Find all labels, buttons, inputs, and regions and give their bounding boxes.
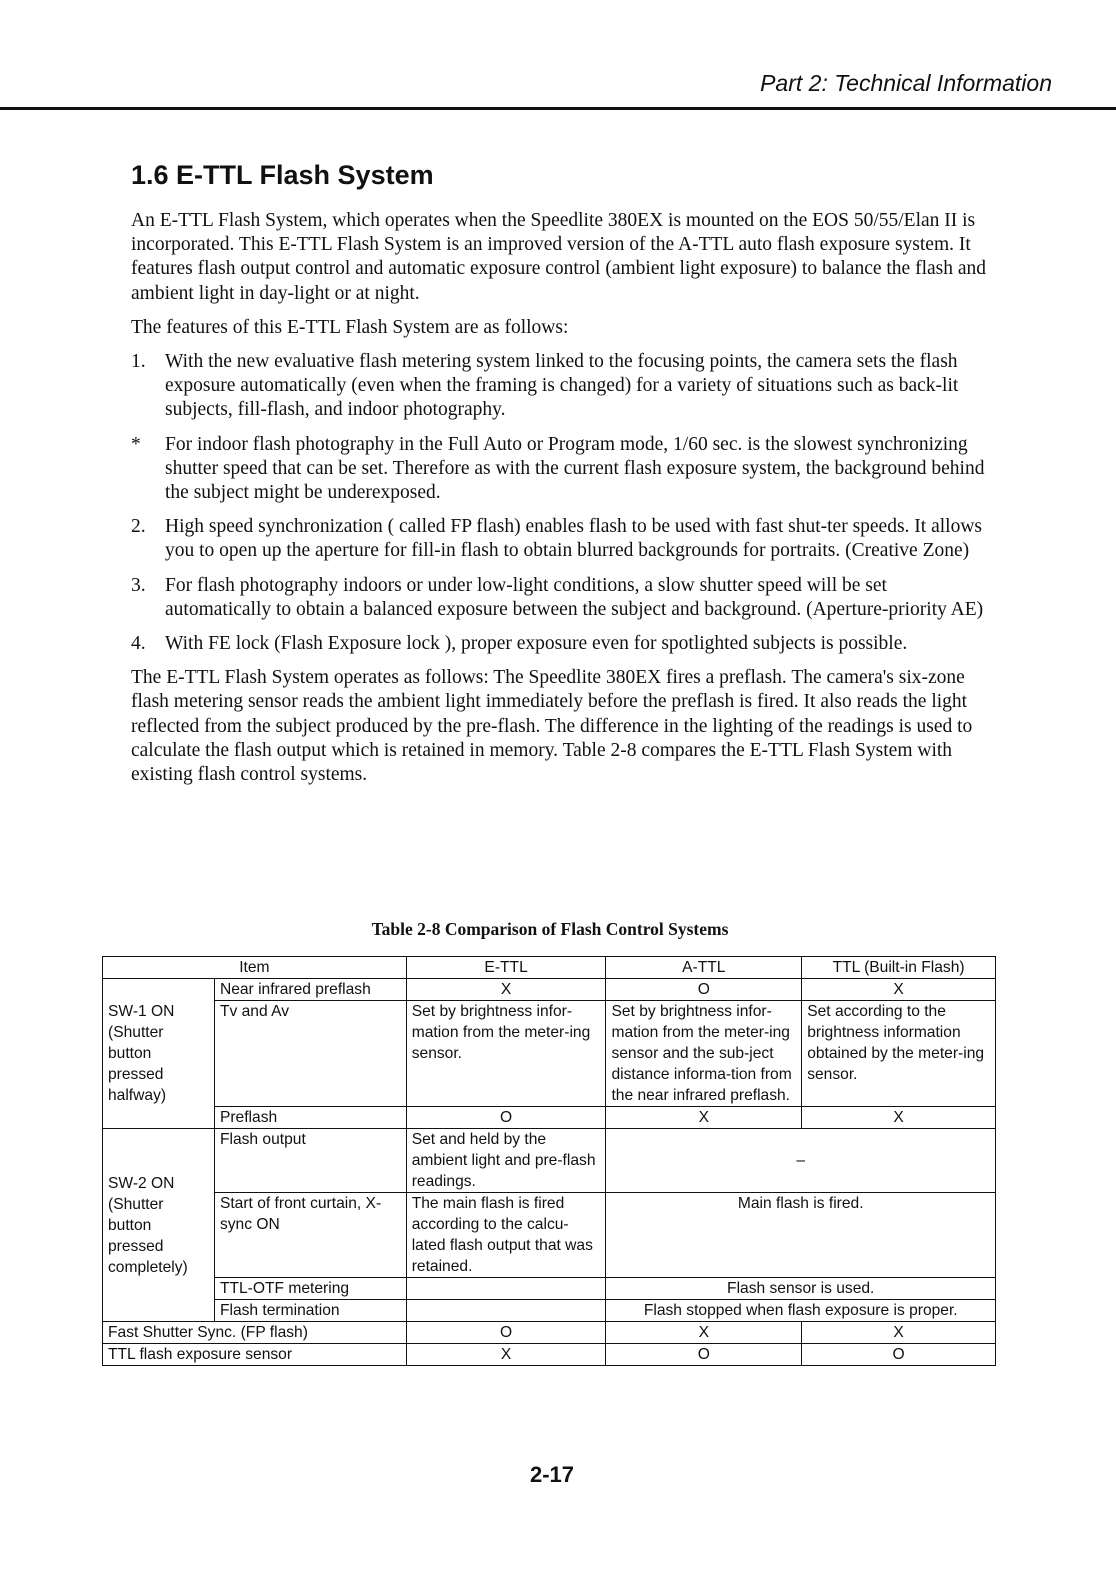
list-item: [131, 350, 991, 423]
cell-ttl: X: [802, 1107, 996, 1129]
cell-ettl: O: [406, 1322, 606, 1344]
operation-paragraph: The E-TTL Flash System operates as follows: The Speedlite 380EX fires a preflash. The camera's six-zone flash metering sensor reads the ambient light immediately before the preflash is fired. It also reads the light reflected from the subject produced by the pre-flash. The difference in the lighting of the readings is used to calculate the flash output which is retained in memory. Table 2-8 compares the E-TTL Flash System with existing flash control systems.: [131, 667, 973, 786]
section-title: 1.6 E-TTL Flash System: [131, 160, 434, 190]
table-header-row: [103, 957, 996, 979]
page-number-text: 2-17: [529, 1462, 575, 1487]
header-ttl: TTL (Built-in Flash): [802, 957, 996, 979]
row-item: Near infrared preflash: [214, 979, 406, 1001]
header-item: Item: [103, 957, 407, 979]
table-caption-text: Table 2-8 Comparison of Flash Control Systems: [371, 919, 729, 939]
features-lead: The features of this E-TTL Flash System are as follows:: [131, 316, 569, 338]
cell-attl-ttl: Main flash is fired.: [606, 1193, 996, 1278]
row-item: Preflash: [214, 1107, 406, 1129]
cell-ettl: The main flash is fired according to the calcu-lated flash output that was retained.: [406, 1193, 606, 1278]
cell-attl-ttl: –: [606, 1129, 996, 1193]
cell-attl: X: [606, 1107, 802, 1129]
cell-ttl: X: [802, 979, 996, 1001]
cell-attl: X: [606, 1322, 802, 1344]
header-rule: [0, 107, 1116, 110]
row-item: TTL-OTF metering: [214, 1278, 406, 1300]
group-label-sw1: SW-1 ON (Shutter button pressed halfway): [103, 979, 215, 1129]
cell-attl: Set by brightness infor-mation from the meter-ing sensor and the sub-ject distance informa-tion from the near infrared preflash.: [606, 1001, 802, 1107]
cell-ettl: X: [406, 979, 606, 1001]
list-marker: 2.: [131, 516, 146, 538]
cell-ettl: [406, 1300, 606, 1322]
list-marker: 4.: [131, 633, 146, 655]
table-row: [103, 979, 996, 1001]
table-caption: [0, 919, 1116, 940]
table-row: [103, 1107, 996, 1129]
table-row: [103, 1322, 996, 1344]
cell-attl: O: [606, 979, 802, 1001]
comparison-table: [102, 956, 996, 1366]
row-item: TTL flash exposure sensor: [103, 1344, 407, 1366]
cell-ettl: Set and held by the ambient light and pre-flash readings.: [406, 1129, 606, 1193]
table-row: [103, 1001, 996, 1107]
cell-ttl: X: [802, 1322, 996, 1344]
table-row: [103, 1129, 996, 1193]
list-marker: *: [131, 433, 141, 455]
cell-ettl: [406, 1278, 606, 1300]
header-attl: A-TTL: [606, 957, 802, 979]
intro-paragraph: An E-TTL Flash System, which operates when the Speedlite 380EX is mounted on the EOS 50/55/Elan II is incorporated. This E-TTL Flash System is an improved version of the A-TTL auto flash exposure system. It features flash output control and automatic exposure control (ambient light exposure) to balance the flash and ambient light in day-light or at night.: [131, 210, 987, 304]
page-number: [0, 1462, 1116, 1488]
table-row: [103, 1278, 996, 1300]
row-item: Flash output: [214, 1129, 406, 1193]
cell-ettl: O: [406, 1107, 606, 1129]
features-list: [131, 350, 991, 656]
cell-ettl: Set by brightness infor-mation from the meter-ing sensor.: [406, 1001, 606, 1107]
body-text: [131, 209, 991, 797]
table-row: [103, 1344, 996, 1366]
list-marker: 3.: [131, 574, 146, 596]
cell-ettl: X: [406, 1344, 606, 1366]
row-item: Flash termination: [214, 1300, 406, 1322]
running-header: Part 2: Technical Information: [760, 70, 1052, 96]
header-ettl: E-TTL: [406, 957, 606, 979]
list-item: [131, 515, 991, 563]
cell-attl-ttl: Flash stopped when flash exposure is proper.: [606, 1300, 996, 1322]
list-item: [131, 574, 991, 622]
list-item-text: High speed synchronization ( called FP flash) enables flash to be used with fast shut-ter speeds. It allows you to open up the aperture for fill-in flash to obtain blurred backgrounds for portraits. (Creative Zone): [165, 516, 983, 562]
list-item-text: With FE lock (Flash Exposure lock ), proper exposure even for spotlighted subjects is possible.: [165, 633, 908, 655]
list-item-text: With the new evaluative flash metering system linked to the focusing points, the camera sets the flash exposure automatically (even when the framing is changed) for a variety of situations such as back-lit subjects, fill-flash, and indoor photography.: [165, 351, 959, 421]
row-item: Start of front curtain, X-sync ON: [214, 1193, 406, 1278]
list-item: [131, 632, 991, 656]
table-row: [103, 1193, 996, 1278]
row-item: Tv and Av: [214, 1001, 406, 1107]
list-marker: 1.: [131, 351, 146, 373]
group-label-sw2: SW-2 ON (Shutter button pressed completely): [103, 1129, 215, 1322]
cell-attl: O: [606, 1344, 802, 1366]
list-item-text: For flash photography indoors or under low-light conditions, a slow shutter speed will be set automatically to obtain a balanced exposure between the subject and background. (Aperture-priority AE): [165, 574, 984, 620]
list-item-text: For indoor flash photography in the Full Auto or Program mode, 1/60 sec. is the slowest synchronizing shutter speed that can be set. Therefore as with the current flash exposure system, the background behind the subject might be underexposed.: [165, 433, 985, 504]
list-item: [131, 433, 991, 506]
row-item: Fast Shutter Sync. (FP flash): [103, 1322, 407, 1344]
table-row: [103, 1300, 996, 1322]
cell-ttl: O: [802, 1344, 996, 1366]
cell-ttl: Set according to the brightness information obtained by the meter-ing sensor.: [802, 1001, 996, 1107]
cell-attl-ttl: Flash sensor is used.: [606, 1278, 996, 1300]
